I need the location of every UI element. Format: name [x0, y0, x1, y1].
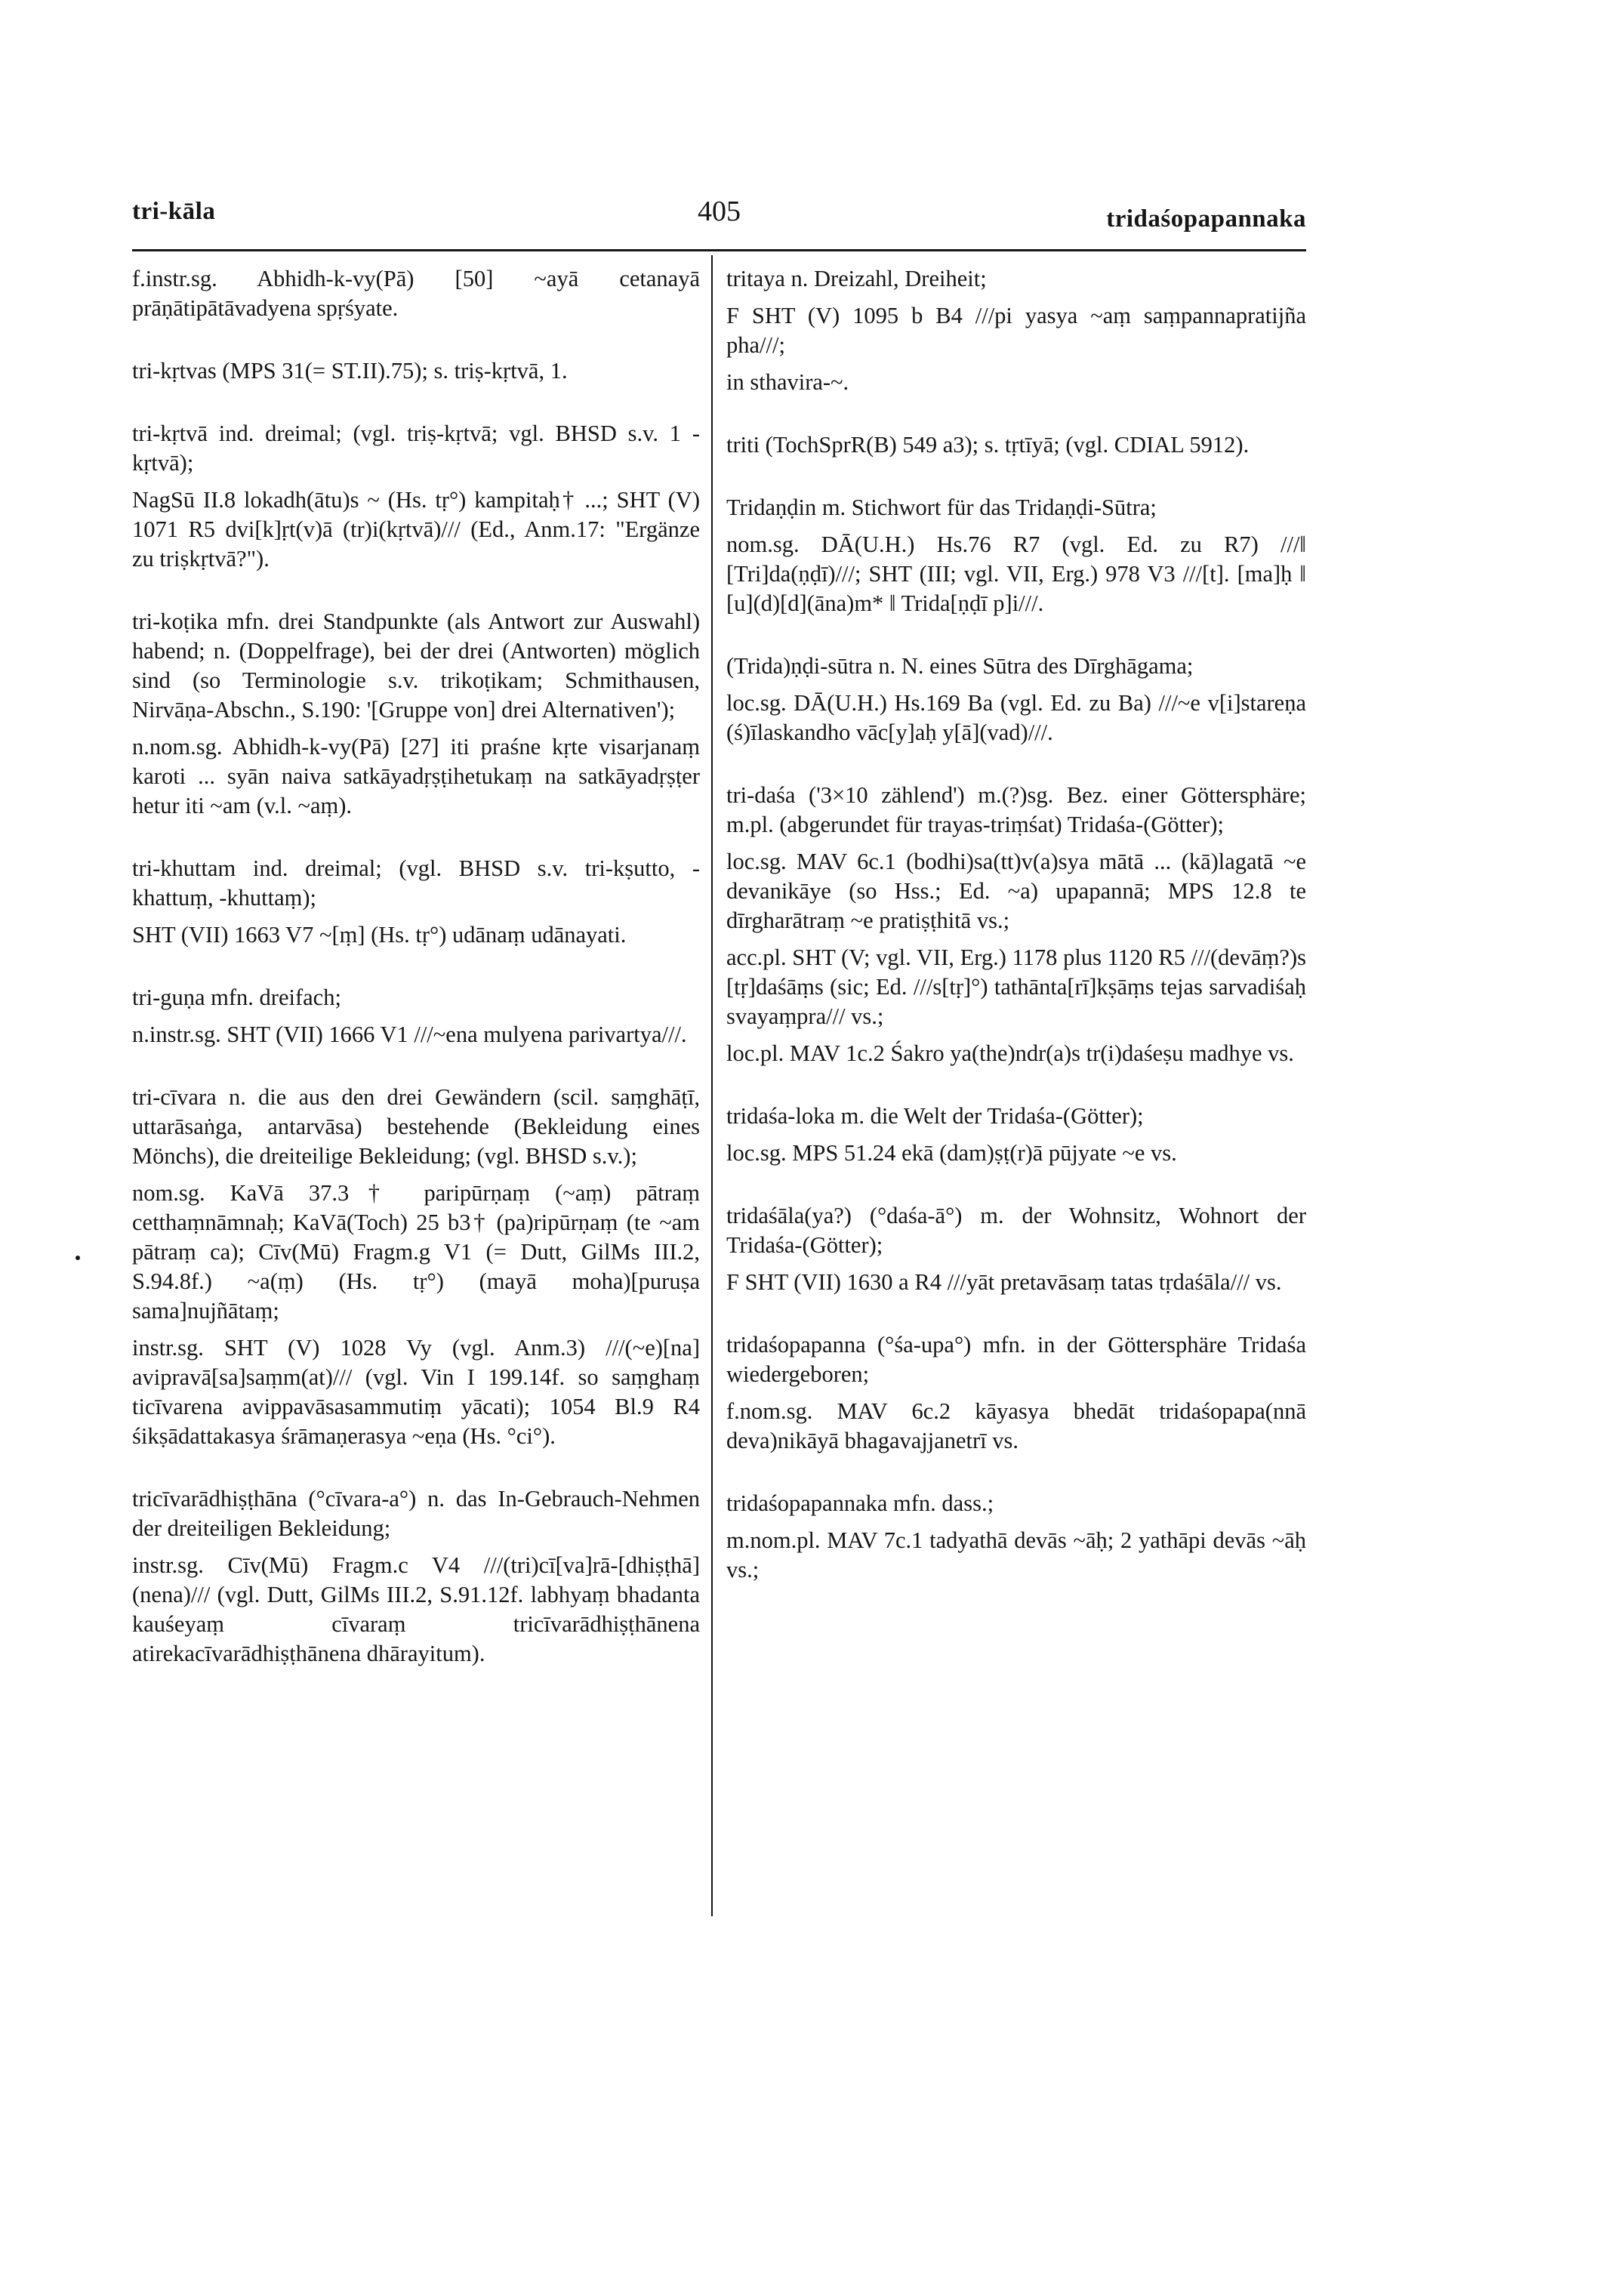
entry-paragraph: tri-khuttam ind. dreimal; (vgl. BHSD s.v. tri-kṣutto, -khattuṃ, -khuttaṃ);: [132, 855, 700, 911]
right-column: [726, 264, 1306, 1618]
left-column: [132, 264, 700, 1702]
dictionary-entry: [726, 781, 1306, 1068]
entry-paragraph: tri-guṇa mfn. dreifach;: [132, 985, 341, 1010]
running-head: [132, 198, 1306, 236]
dictionary-entry: [132, 607, 700, 821]
entry-paragraph: SHT (VII) 1663 V7 ~[ṃ] (Hs. tṛ°) udānaṃ udānayati.: [132, 922, 627, 948]
entry-paragraph: tritaya n. Dreizahl, Dreiheit;: [726, 266, 987, 291]
entry-paragraph: tridaśāla(ya?) (°daśa-ā°) m. der Wohnsitz, Wohnort der Tridaśa-(Götter);: [726, 1203, 1306, 1258]
entry-paragraph: NagSū II.8 lokadh(ātu)s ~ (Hs. tṛ°) kampitaḥ† ...; SHT (V) 1071 R5 dvi[k]ṛt(v)ā (tr)i(kṛtvā)/// (Ed., Anm.17: "Ergänze zu triṣkṛtvā?").: [132, 487, 700, 572]
entry-paragraph: acc.pl. SHT (V; vgl. VII, Erg.) 1178 plus 1120 R5 ///(devāṃ?)s [tṛ]daśāṃs (sic; Ed. ///s[tṛ]°) tathānta[rī]kṣāṃs tejas sarvadiśaḥ svayaṃpra/// vs.;: [726, 945, 1306, 1029]
entry-paragraph: tri-kṛtvā ind. dreimal; (vgl. triṣ-kṛtvā; vgl. BHSD s.v. 1 -kṛtvā);: [132, 421, 700, 476]
dictionary-entry: [726, 1201, 1306, 1297]
entry-paragraph: nom.sg. KaVā 37.3† paripūrṇaṃ (~aṃ) pātraṃ cetthaṃnāmnaḥ; KaVā(Toch) 25 b3† (pa)ripūrṇaṃ (te ~am pātraṃ ca); Cīv(Mū) Fragm.g V1 (= Dutt, GilMs III.2, S.94.8f.) ~a(ṃ) (Hs. tṛ°) (mayā moha)[puruṣa sama]nujñātaṃ;: [132, 1180, 700, 1324]
dictionary-entry: [726, 264, 1306, 397]
entry-paragraph: n.instr.sg. SHT (VII) 1666 V1 ///~ena mulyena parivartya///.: [132, 1022, 687, 1047]
entry-paragraph: loc.sg. MAV 6c.1 (bodhi)sa(tt)v(a)sya mātā ... (kā)lagatā ~e devanikāye (so Hss.; Ed. ~a) upapannā; MPS 12.8 te dīrgharātraṃ ~e pratiṣṭhitā vs.;: [726, 849, 1306, 933]
dictionary-entry: [132, 1484, 700, 1669]
entry-paragraph: tridaśopapanna (°śa-upa°) mfn. in der Göttersphäre Tridaśa wiedergeboren;: [726, 1332, 1306, 1387]
entry-paragraph: loc.sg. MPS 51.24 ekā (dam)ṣṭ(r)ā pūjyate ~e vs.: [726, 1140, 1177, 1166]
entry-paragraph: tri-koṭika mfn. drei Standpunkte (als Antwort zur Auswahl) habend; n. (Doppelfrage), bei der drei (Antworten) möglich sind (so Terminologie s.v. trikoṭikam; Schmithausen, Nirvāṇa-Abschn., S.190: '[Gruppe von] drei Alternativen');: [132, 609, 700, 723]
dictionary-entry: [726, 493, 1306, 618]
page-number: 405: [698, 196, 741, 227]
entry-paragraph: n.nom.sg. Abhidh-k-vy(Pā) [27] iti praśne kṛte visarjanaṃ karoti ... syān naiva satkāyadṛṣṭihetukaṃ na satkāyadṛṣṭer hetur iti ~am (v.l. ~aṃ).: [132, 734, 700, 818]
entry-paragraph: tri-cīvara n. die aus den drei Gewändern (scil. saṃghāṭī, uttarāsaṅga, antarvāsa) bestehende (Bekleidung eines Mönchs), die dreiteilige Bekleidung; (vgl. BHSD s.v.);: [132, 1084, 700, 1169]
entry-paragraph: F SHT (VII) 1630 a R4 ///yāt pretavāsaṃ tatas tṛdaśāla/// vs.: [726, 1269, 1282, 1295]
entry-paragraph: loc.pl. MAV 1c.2 Śakro ya(the)ndr(a)s tr(i)daśeṣu madhye vs.: [726, 1040, 1294, 1066]
entry-paragraph: Tridaṇḍin m. Stichwort für das Tridaṇḍi-Sūtra;: [726, 495, 1157, 520]
entry-paragraph: tri-kṛtvas (MPS 31(= ST.II).75); s. triṣ-kṛtvā, 1.: [132, 358, 568, 384]
entry-paragraph: instr.sg. SHT (V) 1028 Vy (vgl. Anm.3) ///(~e)[na] avipravā[sa]saṃm(at)/// (vgl. Vin I 199.14f. so saṃghaṃ ticīvarena avippavāsasammutiṃ yācati); 1054 Bl.9 R4 śikṣādattakasya śrāmaṇerasya ~eṇa (Hs. °ci°).: [132, 1335, 700, 1449]
stray-mark: [76, 1256, 80, 1260]
dictionary-entry: [132, 419, 700, 574]
entry-paragraph: tridaśa-loka m. die Welt der Tridaśa-(Götter);: [726, 1103, 1144, 1129]
entry-paragraph: tri-daśa ('3×10 zählend') m.(?)sg. Bez. einer Göttersphäre; m.pl. (abgerundet für trayas-triṃśat) Tridaśa-(Götter);: [726, 782, 1306, 837]
dictionary-entry: [132, 264, 700, 323]
dictionary-entry: [726, 430, 1306, 460]
column-divider: [711, 255, 713, 1916]
entry-paragraph: tridaśopapannaka mfn. dass.;: [726, 1490, 994, 1516]
dictionary-entry: [132, 983, 700, 1049]
entry-paragraph: (Trida)ṇḍi-sūtra n. N. eines Sūtra des Dīrghāgama;: [726, 653, 1194, 679]
dictionary-entry: [726, 1330, 1306, 1456]
entry-paragraph: F SHT (V) 1095 b B4 ///pi yasya ~aṃ saṃpannapratijña pha///;: [726, 303, 1306, 358]
dictionary-entry: [726, 1102, 1306, 1168]
left-headword: tri-kāla: [132, 198, 216, 225]
entry-paragraph: f.nom.sg. MAV 6c.2 kāyasya bhedāt tridaśopapa(nnā deva)nikāyā bhagavajjanetrī vs.: [726, 1398, 1306, 1453]
dictionary-entry: [132, 854, 700, 950]
dictionary-entry: [726, 1489, 1306, 1585]
header-rule: [132, 249, 1306, 251]
dictionary-entry: [132, 1083, 700, 1451]
entry-paragraph: instr.sg. Cīv(Mū) Fragm.c V4 ///(tri)cī[va]rā-[dhiṣṭhā](nena)/// (vgl. Dutt, GilMs III.2, S.91.12f. labhyaṃ bhadanta kauśeyaṃ cīvaraṃ tricīvarādhiṣṭhānena atirekacīvarādhiṣṭhānena dhārayitum).: [132, 1552, 700, 1666]
dictionary-entry: [726, 652, 1306, 747]
entry-paragraph: nom.sg. DĀ(U.H.) Hs.76 R7 (vgl. Ed. zu R7) ///‖ [Tri]da(ṇḍī)///; SHT (III; vgl. VII, Erg.) 978 V3 ///[t]. [ma]ḥ ‖ [u](d)[d](āna)m* ‖ Trida[ṇḍī p]i///.: [726, 532, 1306, 616]
entry-paragraph: tricīvarādhiṣṭhāna (°cīvara-a°) n. das In-Gebrauch-Nehmen der dreiteiligen Bekleidung;: [132, 1486, 700, 1541]
entry-paragraph: m.nom.pl. MAV 7c.1 tadyathā devās ~āḥ; 2 yathāpi devās ~āḥ vs.;: [726, 1527, 1306, 1583]
entry-paragraph: in sthavira-~.: [726, 369, 849, 395]
entry-paragraph: f.instr.sg. Abhidh-k-vy(Pā) [50] ~ayā cetanayā prāṇātipātāvadyena spṛśyate.: [132, 266, 700, 321]
entry-paragraph: loc.sg. DĀ(U.H.) Hs.169 Ba (vgl. Ed. zu Ba) ///~e v[i]stareṇa (ś)īlaskandho vāc[y]aḥ y[ā](vad)///.: [726, 690, 1306, 745]
entry-paragraph: triti (TochSprR(B) 549 a3); s. tṛtīyā; (vgl. CDIAL 5912).: [726, 432, 1250, 458]
dictionary-entry: [132, 356, 700, 386]
right-headword: tridaśopapannaka: [1106, 205, 1306, 233]
